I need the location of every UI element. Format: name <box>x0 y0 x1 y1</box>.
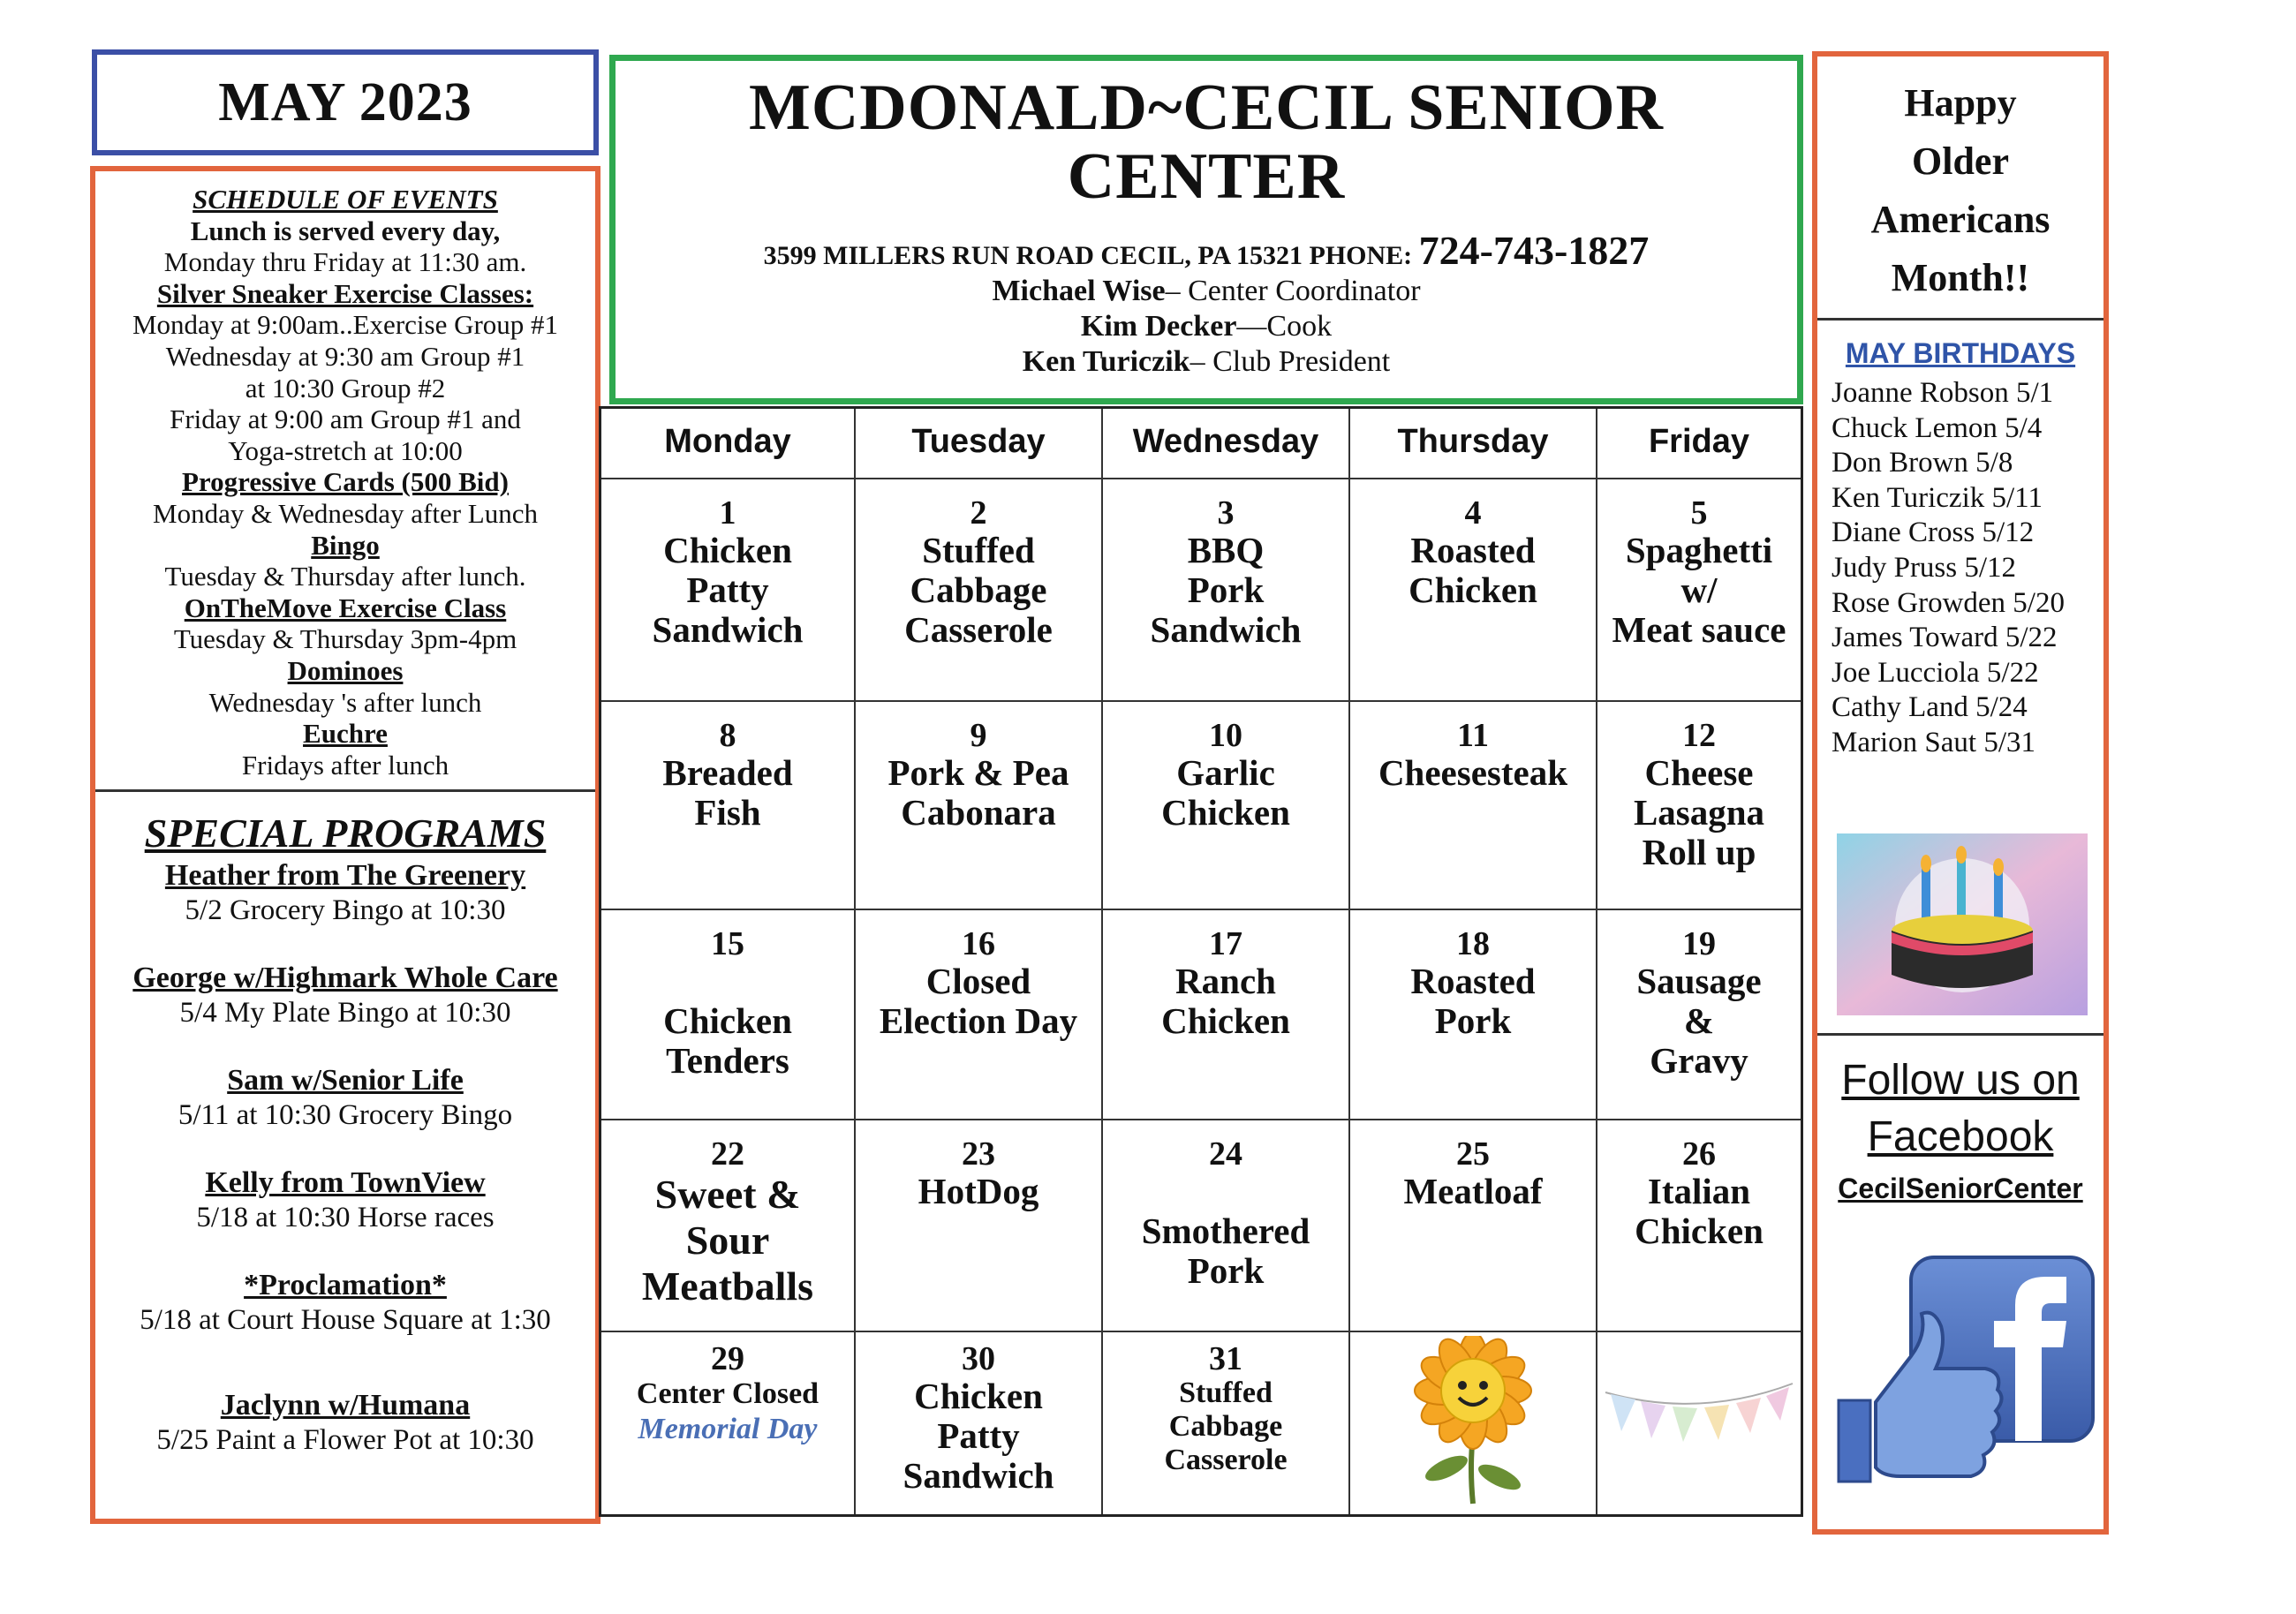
day-number: 1 <box>719 494 736 532</box>
birthdays-list <box>1832 376 2105 761</box>
schedule-title: SCHEDULE OF EVENTS <box>193 184 498 215</box>
meal-text <box>1350 753 1596 793</box>
program-item <box>95 858 595 927</box>
program-name: *Proclamation* <box>244 1269 447 1301</box>
meal-line: Breaded <box>662 752 793 793</box>
meal-text <box>1350 531 1596 610</box>
calendar-day-cell <box>601 478 856 700</box>
meal-line: Chicken <box>663 530 792 570</box>
special-programs <box>95 809 595 1457</box>
program-item <box>95 961 595 1029</box>
schedule-line: Wednesday at 9:30 am Group #1 <box>165 340 525 372</box>
flower-cell <box>1350 1331 1597 1514</box>
meal-line: Pork <box>1187 1250 1265 1291</box>
right-panel <box>1812 51 2109 1535</box>
meal-text <box>1103 531 1348 650</box>
meal-line: Election Day <box>879 1000 1078 1041</box>
day-number: 4 <box>1464 494 1482 532</box>
meal-line: Fish <box>694 792 761 833</box>
day-number: 16 <box>962 925 995 962</box>
calendar-day-cell <box>1103 909 1350 1119</box>
day-number: 8 <box>719 717 736 754</box>
birthday-entry: Diane Cross 5/12 <box>1832 517 2035 549</box>
center-name-line-2: CENTER <box>1067 140 1346 213</box>
facebook-handle: CecilSeniorCenter <box>1838 1173 2083 1204</box>
meal-line: Pork <box>1187 569 1265 610</box>
meal-line: Roasted <box>1410 961 1536 1001</box>
banner-line: Americans <box>1870 198 2051 241</box>
meal-line: Smothered <box>1141 1210 1310 1251</box>
holiday-name: Memorial Day <box>638 1413 818 1445</box>
meal-line: Chicken <box>1409 569 1537 610</box>
calendar-day-cell <box>1103 1331 1350 1514</box>
calendar-day-cell <box>601 1331 856 1514</box>
calendar-day-cell <box>1350 478 1597 700</box>
meal-line: Pork & Pea <box>887 752 1069 793</box>
calendar-day-cell <box>1103 1119 1350 1331</box>
center-header <box>609 55 1803 404</box>
day-number: 12 <box>1682 717 1716 754</box>
meal-line: Cabonara <box>901 792 1056 833</box>
meal-line: Roasted <box>1410 530 1536 570</box>
staff-role: – Club President <box>1190 345 1391 378</box>
meal-line: Meatballs <box>641 1263 814 1309</box>
follow-line-2: Facebook <box>1867 1113 2054 1160</box>
day-header-label: Wednesday <box>1132 423 1319 460</box>
day-number: 9 <box>970 717 987 754</box>
follow-line-1: Follow us on <box>1841 1057 2080 1104</box>
day-number: 26 <box>1682 1135 1716 1173</box>
schedule-line: Lunch is served every day, <box>190 215 501 246</box>
day-number: 23 <box>962 1135 995 1173</box>
program-name: George w/Highmark Whole Care <box>132 962 558 994</box>
staff-role: – Center Coordinator <box>1165 275 1421 307</box>
schedule-divider <box>95 789 595 792</box>
phone-number: 724-743-1827 <box>1418 228 1650 273</box>
calendar-day-cell <box>856 478 1103 700</box>
schedule-of-events <box>95 184 595 781</box>
day-number: 15 <box>711 925 744 962</box>
special-programs-title: SPECIAL PROGRAMS <box>144 811 547 856</box>
meal-text <box>856 962 1101 1041</box>
program-item <box>95 1268 595 1337</box>
meal-line: Sweet & <box>654 1172 801 1217</box>
meal-line: Chicken <box>914 1376 1043 1416</box>
schedule-line: Monday & Wednesday after Lunch <box>153 497 538 529</box>
calendar-day-cell <box>1597 700 1801 909</box>
day-header-cell <box>1103 409 1350 478</box>
program-detail: 5/25 Paint a Flower Pot at 10:30 <box>156 1424 534 1456</box>
calendar-day-cell <box>1103 478 1350 700</box>
meal-line: Closed <box>925 961 1031 1001</box>
address-line <box>616 227 1797 274</box>
meal-line: & <box>1683 1000 1715 1041</box>
meal-line: Garlic <box>1176 752 1275 793</box>
schedule-heading: OnTheMove Exercise Class <box>184 592 507 623</box>
meal-text <box>1350 962 1596 1041</box>
calendar-day-cell <box>1597 909 1801 1119</box>
day-number: 18 <box>1456 925 1490 962</box>
meal-line: Lasagna <box>1633 792 1765 833</box>
meal-text <box>1597 531 1801 650</box>
closure-text: Center Closed <box>636 1377 819 1410</box>
meal-text <box>601 531 854 650</box>
program-name: Kelly from TownView <box>205 1166 486 1199</box>
older-americans-month-banner <box>1817 74 2103 307</box>
address: 3599 MILLERS RUN ROAD CECIL, PA 15321 PHONE: <box>763 241 1413 270</box>
meal-line: Sour <box>685 1218 770 1263</box>
calendar-day-cell <box>1350 1119 1597 1331</box>
schedule-heading: Progressive Cards (500 Bid) <box>182 466 509 498</box>
staff-name: Ken Turiczik <box>1022 345 1190 378</box>
meal-line: Pork <box>1434 1000 1512 1041</box>
staff-list <box>616 274 1797 380</box>
meal-line: w/ <box>1680 569 1718 610</box>
calendar-day-cell <box>856 1331 1103 1514</box>
program-name: Sam w/Senior Life <box>227 1064 464 1097</box>
calendar-day-cell <box>1350 909 1597 1119</box>
birthday-entry: Rose Growden 5/20 <box>1832 586 2065 619</box>
day-header-cell <box>601 409 856 478</box>
program-item <box>95 1388 595 1457</box>
calendar-day-cell <box>856 700 1103 909</box>
schedule-heading: Dominoes <box>287 654 404 686</box>
right-divider-2 <box>1817 1033 2103 1036</box>
calendar-day-cell <box>601 909 856 1119</box>
calendar-day-cell <box>601 700 856 909</box>
meal-line: Sandwich <box>1150 609 1302 650</box>
special-programs-list <box>95 858 595 1457</box>
birthday-cake-icon <box>1837 833 2088 1015</box>
program-detail: 5/18 at 10:30 Horse races <box>196 1202 495 1233</box>
program-detail: 5/4 My Plate Bingo at 10:30 <box>179 997 511 1029</box>
schedule-heading: Euchre <box>303 718 388 750</box>
staff-name: Kim Decker <box>1080 310 1237 343</box>
meal-line: Stuffed <box>922 530 1035 570</box>
birthday-entry: James Toward 5/22 <box>1832 622 2058 654</box>
meal-text <box>601 962 854 1081</box>
schedule-line: Tuesday & Thursday 3pm-4pm <box>173 623 517 655</box>
meal-line: Meatloaf <box>1403 1171 1543 1211</box>
day-header-label: Monday <box>664 423 791 460</box>
day-number: 30 <box>962 1340 995 1377</box>
day-number: 11 <box>1457 717 1489 754</box>
day-number: 25 <box>1456 1135 1490 1173</box>
day-number: 2 <box>970 494 987 532</box>
meal-line: Roll up <box>1642 832 1756 872</box>
meal-line: Chicken <box>1635 1210 1764 1251</box>
meal-line: Sandwich <box>652 609 804 650</box>
meal-line: Cabbage <box>910 569 1047 610</box>
meal-text <box>1597 1172 1801 1251</box>
schedule-heading: Silver Sneaker Exercise Classes: <box>156 277 534 309</box>
birthday-entry: Joanne Robson 5/1 <box>1832 377 2054 409</box>
day-header-label: Tuesday <box>911 423 1046 460</box>
schedule-line: Yoga-stretch at 10:00 <box>228 434 463 466</box>
banner-line: Month!! <box>1891 256 2030 299</box>
staff-role: —Cook <box>1236 310 1333 343</box>
calendar-day-cell <box>1597 478 1801 700</box>
calendar-week-row <box>601 478 1801 702</box>
meal-line: Cheesesteak <box>1378 752 1568 793</box>
meal-line: Patty <box>937 1415 1020 1456</box>
program-detail: 5/18 at Court House Square at 1:30 <box>140 1304 551 1336</box>
schedule-heading: Bingo <box>311 529 380 561</box>
birthday-entry: Joe Lucciola 5/22 <box>1832 656 2039 689</box>
program-item <box>95 1063 595 1132</box>
schedule-line: Friday at 9:00 am Group #1 and <box>170 404 521 435</box>
meal-line: Sandwich <box>903 1455 1054 1496</box>
schedule-line: Tuesday & Thursday after lunch. <box>164 561 526 592</box>
day-number: 10 <box>1209 717 1242 754</box>
meal-line: Italian <box>1647 1171 1751 1211</box>
meal-line: Tenders <box>666 1040 789 1081</box>
calendar-day-cell <box>856 909 1103 1119</box>
day-number: 22 <box>711 1135 744 1173</box>
day-header-cell <box>1350 409 1597 478</box>
center-name <box>616 73 1797 211</box>
schedule-line: Wednesday 's after lunch <box>208 686 482 718</box>
meal-line: Ranch <box>1175 961 1276 1001</box>
meal-line: Gravy <box>1650 1040 1748 1081</box>
meal-text <box>856 1172 1101 1211</box>
staff-member <box>616 344 1797 380</box>
meal-text <box>1350 1172 1596 1211</box>
meal-line: Cabbage <box>1168 1410 1283 1443</box>
calendar-week-row <box>601 1119 1801 1332</box>
schedule-line: Monday at 9:00am..Exercise Group #1 <box>132 309 559 341</box>
bunting-cell <box>1597 1331 1801 1514</box>
spring-bunting-icon <box>1602 1375 1796 1481</box>
day-number: 24 <box>1209 1135 1242 1173</box>
birthday-entry: Don Brown 5/8 <box>1832 447 2013 479</box>
program-item <box>95 1165 595 1234</box>
center-name-line-1: MCDONALD~CECIL SENIOR <box>748 72 1664 144</box>
meal-line: Cheese <box>1644 752 1754 793</box>
meal-line <box>601 962 854 1001</box>
day-number: 29 <box>711 1340 744 1377</box>
meal-text <box>1103 1172 1348 1291</box>
birthday-entry: Cathy Land 5/24 <box>1832 691 2028 724</box>
calendar-week-row <box>601 1331 1801 1514</box>
birthday-entry: Ken Turiczik 5/11 <box>1832 481 2043 514</box>
birthdays-title: MAY BIRTHDAYS <box>1845 337 2076 369</box>
birthday-entry: Chuck Lemon 5/4 <box>1832 411 2043 444</box>
month-title-box <box>92 49 599 155</box>
staff-member <box>616 274 1797 309</box>
meal-text <box>1597 962 1801 1081</box>
schedule-line: Monday thru Friday at 11:30 am. <box>163 246 527 278</box>
program-detail: 5/11 at 10:30 Grocery Bingo <box>177 1099 513 1131</box>
program-name: Heather from The Greenery <box>164 859 526 892</box>
right-divider-1 <box>1817 318 2103 321</box>
banner-line: Happy <box>1904 81 2017 124</box>
birthday-entry: Judy Pruss 5/12 <box>1832 551 2017 584</box>
schedule-panel <box>90 166 600 1524</box>
calendar-day-cell <box>601 1119 856 1331</box>
staff-name: Michael Wise <box>992 275 1166 307</box>
calendar-day-cell <box>856 1119 1103 1331</box>
day-header-label: Friday <box>1648 423 1750 460</box>
meal-text <box>1103 753 1348 833</box>
day-number: 5 <box>1690 494 1708 532</box>
staff-member <box>616 309 1797 344</box>
schedule-line: at 10:30 Group #2 <box>245 372 446 404</box>
meal-line: Sausage <box>1636 961 1762 1001</box>
lunch-calendar <box>599 406 1803 1517</box>
meal-text <box>856 531 1101 650</box>
meal-line: Chicken <box>663 1000 792 1041</box>
meal-line: Casserole <box>904 609 1053 650</box>
meal-line: Chicken <box>1161 792 1290 833</box>
facebook-like-icon <box>1830 1250 2100 1487</box>
calendar-week-row <box>601 909 1801 1120</box>
meal-text <box>1103 962 1348 1041</box>
meal-line: Casserole <box>1164 1444 1288 1476</box>
meal-text <box>1597 753 1801 872</box>
day-number: 17 <box>1209 925 1242 962</box>
meal-line: BBQ <box>1187 530 1265 570</box>
calendar-day-cell <box>1103 700 1350 909</box>
program-name: Jaclynn w/Humana <box>220 1389 471 1422</box>
meal-line: Chicken <box>1161 1000 1290 1041</box>
meal-line: Meat sauce <box>1612 609 1786 650</box>
birthday-entry: Marion Saut 5/31 <box>1832 726 2035 758</box>
schedule-lines <box>95 215 595 781</box>
schedule-line: Fridays after lunch <box>241 749 449 781</box>
program-detail: 5/2 Grocery Bingo at 10:30 <box>185 894 506 926</box>
meal-line <box>1103 1172 1348 1211</box>
follow-us-text <box>1817 1052 2103 1165</box>
calendar-day-cell <box>1597 1119 1801 1331</box>
day-header-cell <box>1597 409 1801 478</box>
meal-line: Patty <box>686 569 769 610</box>
calendar-header-row <box>601 409 1801 479</box>
day-number: 31 <box>1209 1340 1242 1377</box>
day-number: 19 <box>1682 925 1716 962</box>
meal-text <box>601 753 854 833</box>
meal-line: Spaghetti <box>1625 530 1773 570</box>
month-title: MAY 2023 <box>218 72 472 132</box>
day-number: 3 <box>1217 494 1235 532</box>
day-header-label: Thursday <box>1397 423 1549 460</box>
smiling-flower-icon <box>1385 1336 1561 1509</box>
meal-text <box>601 1172 854 1309</box>
day-header-cell <box>856 409 1103 478</box>
meal-text <box>856 753 1101 833</box>
calendar-week-row <box>601 700 1801 910</box>
meal-line: Stuffed <box>1179 1376 1273 1409</box>
banner-line: Older <box>1912 140 2009 183</box>
calendar-day-cell <box>1350 700 1597 909</box>
meal-line: HotDog <box>918 1171 1039 1211</box>
